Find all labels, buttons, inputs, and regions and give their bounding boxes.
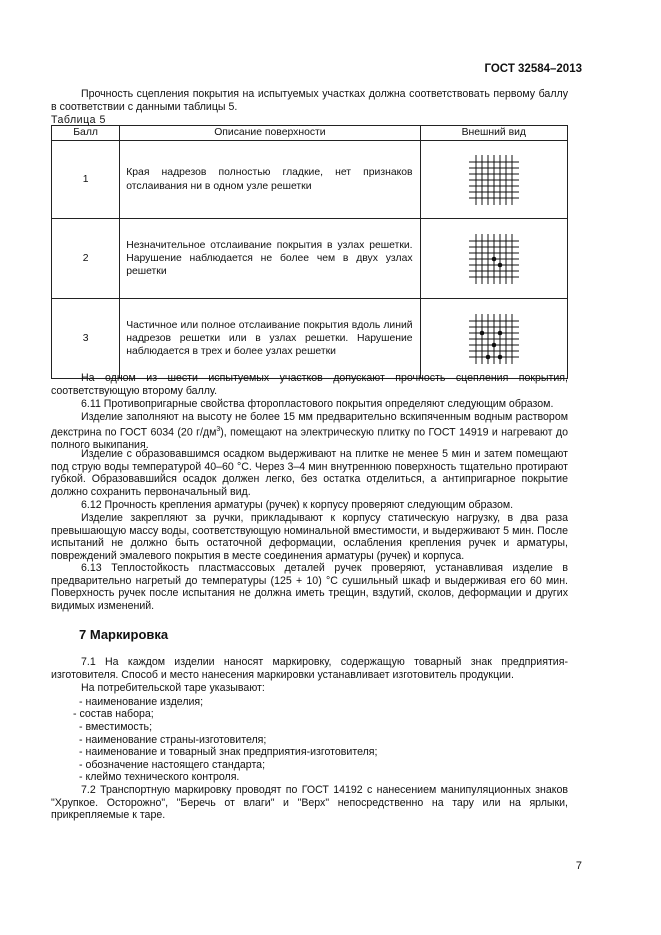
description-cell: Незначительное отслаивание покрытия в узлах решетки. Нарушение наблюдается не более чем в двух узлах решетки	[120, 219, 420, 299]
list-item: - клеймо технического контроля.	[79, 771, 240, 783]
score-cell: 1	[52, 141, 120, 219]
col-header-description: Описание поверхности	[120, 126, 420, 141]
crosscut-grid-image	[464, 150, 524, 210]
page-header: ГОСТ 32584–2013	[484, 63, 582, 75]
list-item: - состав набора;	[73, 708, 154, 720]
clause-6-11-result: Изделие с образовавшимся осадком выдерживают на плитке не менее 5 мин и затем помещают под струю воды температурой 40–60 °С. Через 3–4 мин внутреннюю поверхность тщательно протирают губкой. Образовавшийся осадок должен легко, без остатка отделиться, а антипригарное покрытие должно сохранить первоначальный вид.	[51, 448, 568, 498]
table-header-row	[52, 126, 568, 141]
list-item: - наименование и товарный знак предприятия-изготовителя;	[79, 746, 378, 758]
peeled-node-dot	[497, 354, 502, 359]
clause-6-12: 6.12 Прочность крепления арматуры (ручек) к корпусу проверяют следующим образом.	[81, 499, 514, 511]
section-7-title: 7 Маркировка	[79, 627, 169, 642]
peeled-node-dot	[479, 330, 484, 335]
peeled-node-dot	[485, 354, 490, 359]
appearance-cell	[420, 219, 567, 299]
score-cell: 3	[52, 299, 120, 379]
table-caption: Таблица 5	[51, 114, 106, 126]
clause-7-2: 7.2 Транспортную маркировку проводят по ГОСТ 14192 с нанесением манипуляционных знаков "Хрупкое. Осторожно", "Беречь от влаги" и "Верх" непосредственно на тару или на ярлыки, прикрепляемые к таре.	[51, 784, 568, 821]
page-number: 7	[575, 860, 582, 872]
col-header-appearance: Внешний вид	[420, 126, 567, 141]
crosscut-grid-image	[464, 229, 524, 289]
clause-6-11-method: Изделие заполняют на высоту не более 15 мм предварительно вскипяченным водным раствором декстрина по ГОСТ 6034 (20 $г/дм^3$), помещают на электрическую плитку по ГОСТ 14919 и нагревают до полного выкипания.	[51, 411, 568, 451]
intro-paragraph: Прочность сцепления покрытия на испытуемых участках должна соответствовать первому баллу в соответствии с данными таблицы 5.	[51, 88, 568, 113]
col-header-score: Балл	[52, 126, 120, 141]
list-item: - наименование изделия;	[79, 696, 204, 708]
table-5	[51, 125, 568, 379]
peeled-node-dot	[497, 330, 502, 335]
list-item: - обозначение настоящего стандарта;	[79, 759, 266, 771]
clause-6-11: 6.11 Противопригарные свойства фторопластового покрытия определяют следующим образом.	[81, 398, 554, 410]
list-item: - вместимость;	[79, 721, 153, 733]
clause-6-13: 6.13 Теплостойкость пластмассовых деталей ручек проверяют, устанавливая изделие в предварительно нагретый до температуры (125 + 10) °С сушильный шкаф и выдерживая его 60 мин. Поверхность ручек после испытания не должна иметь трещин, вздутий, сколов, деформации и других видимых изменений.	[51, 562, 568, 612]
list-item: - наименование страны-изготовителя;	[79, 734, 267, 746]
table-row	[52, 219, 568, 299]
appearance-cell	[420, 141, 567, 219]
description-cell: Края надрезов полностью гладкие, нет признаков отслаивания ни в одном узле решетки	[120, 141, 420, 219]
clause-6-12-method: Изделие закрепляют за ручки, прикладывают к корпусу статическую нагрузку, в два раза превышающую массу воды, соответствующую номинальной вместимости, и выдерживают 5 мин. После испытаний не должно быть остаточной деформации, ослабления крепления ручек и арматуры, повреждений эмалевого покрытия в месте соединения арматуры (ручек) и корпуса.	[51, 512, 568, 562]
crosscut-grid-image	[464, 309, 524, 369]
after-table-paragraph: На одном из шести испытуемых участков допускают прочность сцепления покрытия, соответствующую второму баллу.	[51, 372, 568, 397]
clause-7-1: 7.1 На каждом изделии наносят маркировку, содержащую товарный знак предприятия-изготовителя. Способ и место нанесения маркировки устанавливает изготовитель продукции.	[51, 656, 568, 681]
peeled-node-dot	[497, 262, 502, 267]
table-row	[52, 141, 568, 219]
peeled-node-dot	[491, 256, 496, 261]
list-intro: На потребительской таре указывают:	[81, 682, 265, 694]
score-cell: 2	[52, 219, 120, 299]
table-row	[52, 299, 568, 379]
peeled-node-dot	[491, 342, 496, 347]
appearance-cell	[420, 299, 567, 379]
description-cell: Частичное или полное отслаивание покрытия вдоль линий надрезов решетки или в узлах решетки. Нарушение наблюдается в трех и более узлах решетки	[120, 299, 420, 379]
